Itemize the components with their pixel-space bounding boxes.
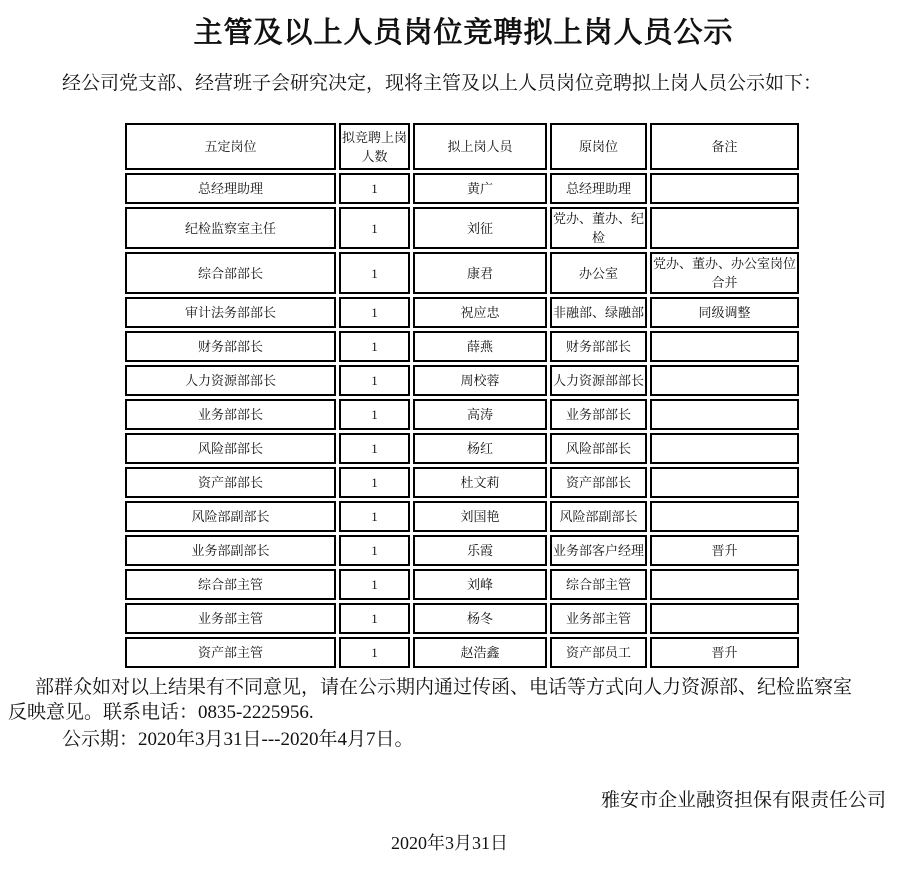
table-cell: 综合部主管 xyxy=(550,569,647,600)
table-cell: 业务部主管 xyxy=(550,603,647,634)
table-cell: 总经理助理 xyxy=(125,173,336,204)
table-cell xyxy=(650,173,799,204)
table-cell: 1 xyxy=(339,365,410,396)
table-cell: 刘国艳 xyxy=(413,501,547,532)
table-cell: 纪检监察室主任 xyxy=(125,207,336,249)
table-cell: 1 xyxy=(339,501,410,532)
publicity-period: 公示期：2020年3月31日---2020年4月7日。 xyxy=(62,729,414,750)
table-cell xyxy=(650,365,799,396)
table-cell: 康君 xyxy=(413,252,547,294)
table-cell: 资产部部长 xyxy=(125,467,336,498)
table-row xyxy=(125,365,799,396)
table-cell: 高涛 xyxy=(413,399,547,430)
table-cell: 风险部部长 xyxy=(550,433,647,464)
table-cell: 1 xyxy=(339,252,410,294)
table-cell: 业务部部长 xyxy=(125,399,336,430)
table-row xyxy=(125,173,799,204)
table-header-cell: 原岗位 xyxy=(550,123,647,170)
table-cell: 1 xyxy=(339,569,410,600)
table-row xyxy=(125,331,799,362)
company-signature: 雅安市企业融资担保有限责任公司 xyxy=(600,790,886,811)
table-cell: 1 xyxy=(339,467,410,498)
table-cell: 刘征 xyxy=(413,207,547,249)
notice-line-1: 部群众如对以上结果有不同意见，请在公示期内通过传函、电话等方式向人力资源部、纪检监察室 xyxy=(35,677,853,698)
table-cell: 1 xyxy=(339,173,410,204)
table-header-cell: 拟竞聘上岗人数 xyxy=(339,123,410,170)
table-cell: 人力资源部部长 xyxy=(550,365,647,396)
table-cell: 综合部主管 xyxy=(125,569,336,600)
table-cell: 总经理助理 xyxy=(550,173,647,204)
table-row xyxy=(125,297,799,328)
table-cell: 1 xyxy=(339,399,410,430)
personnel-table-body xyxy=(125,173,799,668)
intro-paragraph: 经公司党支部、经营班子会研究决定，现将主管及以上人员岗位竞聘拟上岗人员公示如下： xyxy=(62,73,823,94)
table-cell: 薛燕 xyxy=(413,331,547,362)
table-cell xyxy=(650,433,799,464)
table-cell: 晋升 xyxy=(650,637,799,668)
table-row xyxy=(125,603,799,634)
table-cell: 1 xyxy=(339,603,410,634)
table-cell xyxy=(650,467,799,498)
table-cell: 办公室 xyxy=(550,252,647,294)
table-cell: 资产部部长 xyxy=(550,467,647,498)
table-cell: 1 xyxy=(339,331,410,362)
table-header-cell: 拟上岗人员 xyxy=(413,123,547,170)
table-header-row xyxy=(125,123,799,170)
table-header-cell: 五定岗位 xyxy=(125,123,336,170)
table-cell: 刘峰 xyxy=(413,569,547,600)
table-cell xyxy=(650,501,799,532)
table-cell: 业务部主管 xyxy=(125,603,336,634)
table-row xyxy=(125,535,799,566)
table-cell: 综合部部长 xyxy=(125,252,336,294)
table-row xyxy=(125,399,799,430)
table-cell: 1 xyxy=(339,433,410,464)
personnel-table xyxy=(122,120,802,671)
table-cell: 财务部部长 xyxy=(125,331,336,362)
table-row xyxy=(125,501,799,532)
table-cell: 杨红 xyxy=(413,433,547,464)
table-cell: 赵浩鑫 xyxy=(413,637,547,668)
notice-line-2: 反映意见。联系电话：0835-2225956. xyxy=(8,702,314,723)
table-cell: 风险部副部长 xyxy=(125,501,336,532)
table-cell: 1 xyxy=(339,207,410,249)
table-cell: 黄广 xyxy=(413,173,547,204)
table-row xyxy=(125,252,799,294)
table-cell: 资产部主管 xyxy=(125,637,336,668)
table-cell: 非融部、绿融部 xyxy=(550,297,647,328)
table-cell: 人力资源部部长 xyxy=(125,365,336,396)
table-cell: 财务部部长 xyxy=(550,331,647,362)
table-row xyxy=(125,207,799,249)
table-row xyxy=(125,569,799,600)
table-row xyxy=(125,637,799,668)
table-row xyxy=(125,433,799,464)
table-cell: 党办、董办、办公室岗位合并 xyxy=(650,252,799,294)
table-cell: 同级调整 xyxy=(650,297,799,328)
announcement-title: 主管及以上人员岗位竞聘拟上岗人员公示 xyxy=(193,17,734,49)
table-cell: 风险部副部长 xyxy=(550,501,647,532)
table-cell: 业务部客户经理 xyxy=(550,535,647,566)
table-cell: 审计法务部部长 xyxy=(125,297,336,328)
table-cell: 1 xyxy=(339,297,410,328)
notice-paragraph xyxy=(8,675,893,725)
table-cell xyxy=(650,569,799,600)
table-cell xyxy=(650,399,799,430)
personnel-table-head xyxy=(125,123,799,170)
table-cell xyxy=(650,603,799,634)
table-row xyxy=(125,467,799,498)
table-cell: 党办、董办、纪检 xyxy=(550,207,647,249)
table-cell: 1 xyxy=(339,637,410,668)
table-cell: 乐霞 xyxy=(413,535,547,566)
announcement-page xyxy=(0,10,899,886)
table-cell xyxy=(650,207,799,249)
table-header-cell: 备注 xyxy=(650,123,799,170)
table-cell: 1 xyxy=(339,535,410,566)
table-cell: 周校蓉 xyxy=(413,365,547,396)
announcement-date: 2020年3月31日 xyxy=(391,833,508,853)
table-cell: 杨冬 xyxy=(413,603,547,634)
table-cell xyxy=(650,331,799,362)
table-cell: 晋升 xyxy=(650,535,799,566)
table-cell: 风险部部长 xyxy=(125,433,336,464)
table-cell: 资产部员工 xyxy=(550,637,647,668)
table-cell: 业务部部长 xyxy=(550,399,647,430)
table-cell: 杜文莉 xyxy=(413,467,547,498)
table-cell: 业务部副部长 xyxy=(125,535,336,566)
table-cell: 祝应忠 xyxy=(413,297,547,328)
